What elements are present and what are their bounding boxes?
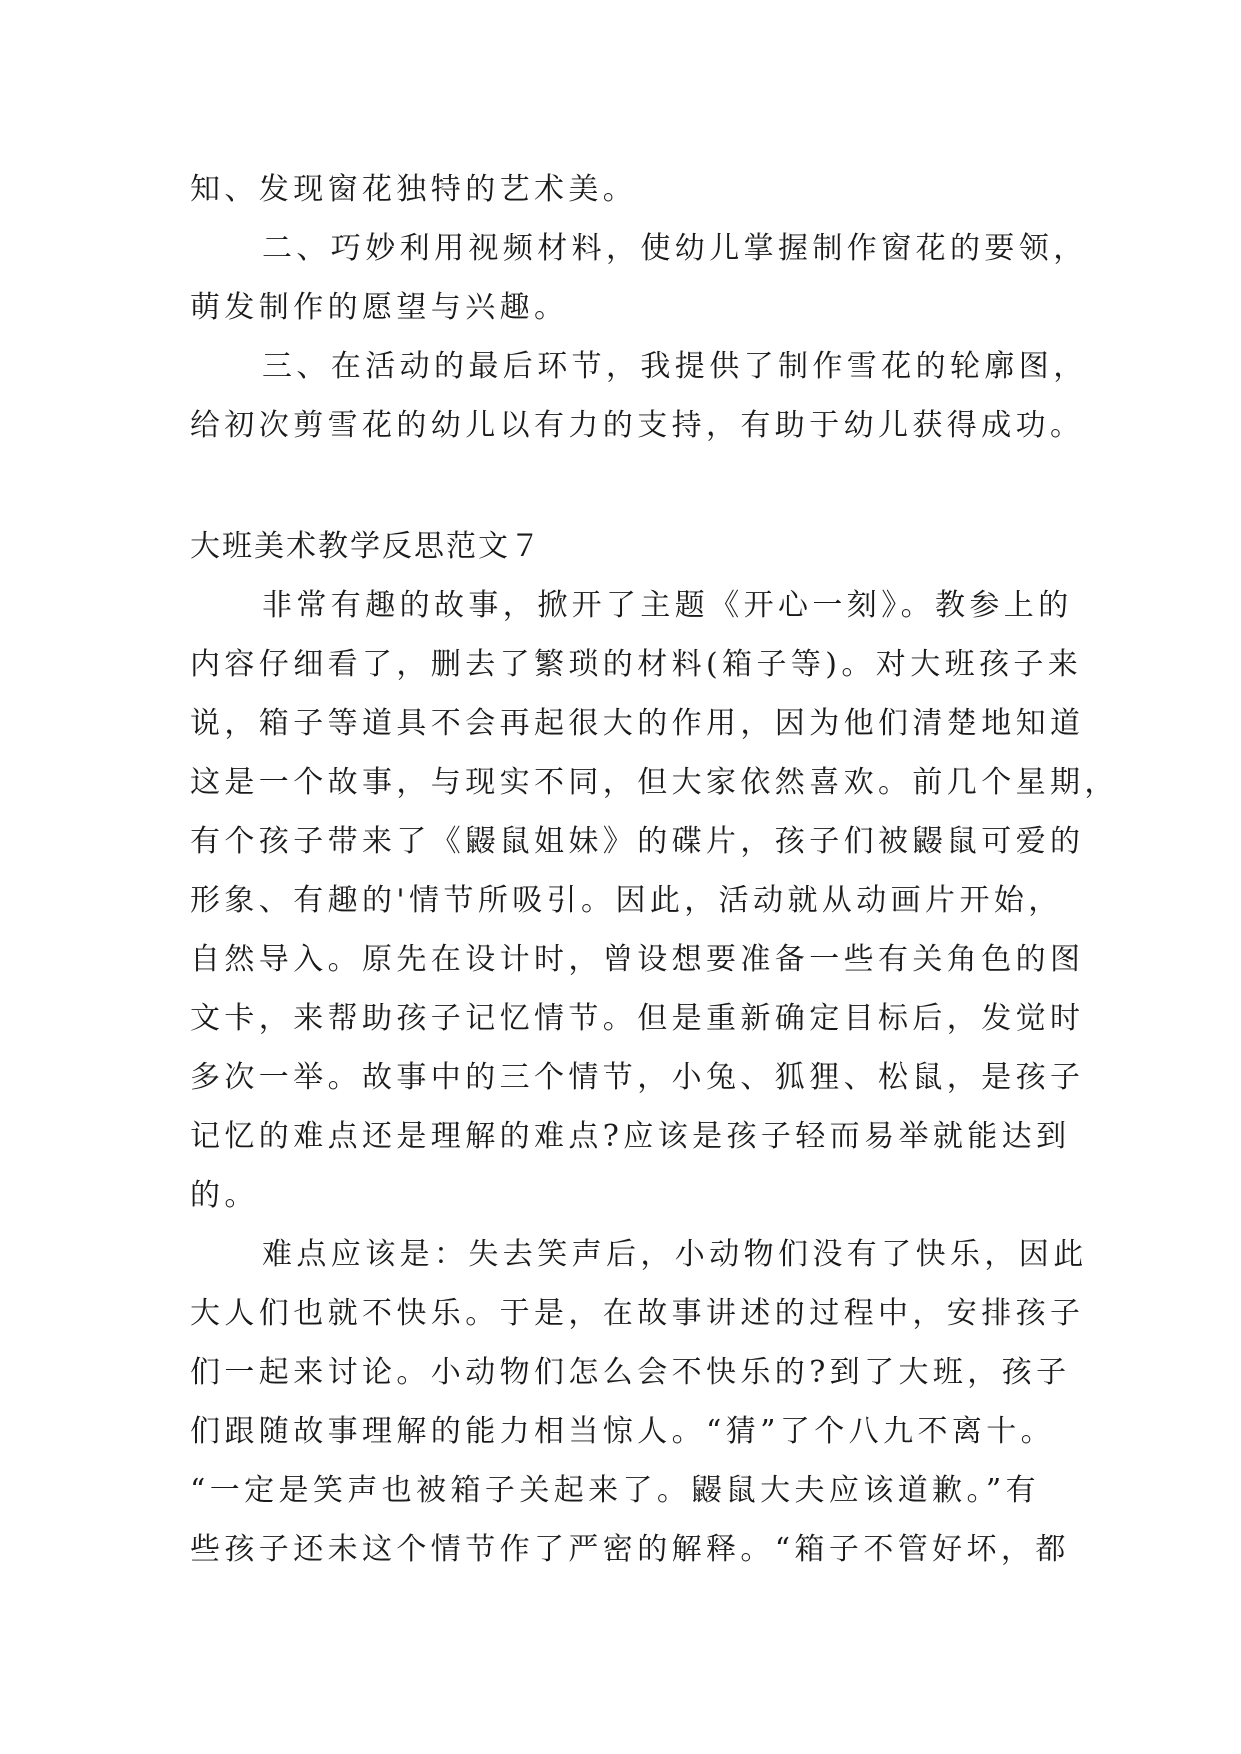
text-line: 内容仔细看了，删去了繁琐的材料(箱子等)。对大班孩子来 [190, 647, 1083, 682]
text-line: 文卡，来帮助孩子记忆情节。但是重新确定目标后，发觉时 [190, 1001, 1085, 1036]
text-line: 三、在活动的最后环节，我提供了制作雪花的轮廓图， [262, 349, 1088, 384]
text-line: “一定是笑声也被箱子关起来了。鼹鼠大夫应该道歉。”有 [190, 1473, 1041, 1508]
text-line: 非常有趣的故事，掀开了主题《开心一刻》。教参上的 [262, 588, 1073, 623]
text-line: 说，箱子等道具不会再起很大的作用，因为他们清楚地知道 [190, 706, 1085, 741]
text-line: 们跟随故事理解的能力相当惊人。“猜”了个八九不离十。 [190, 1414, 1056, 1449]
text-line: 二、巧妙利用视频材料，使幼儿掌握制作窗花的要领， [262, 231, 1088, 266]
text-line: 些孩子还未这个情节作了严密的解释。“箱子不管好坏，都 [190, 1532, 1070, 1567]
text-line: 知、发现窗花独特的艺术美。 [190, 172, 638, 207]
text-line: 的。 [190, 1178, 259, 1213]
text-line: 大人们也就不快乐。于是，在故事讲述的过程中，安排孩子 [190, 1296, 1085, 1331]
text-line: 自然导入。原先在设计时，曾设想要准备一些有关角色的图 [190, 942, 1085, 977]
document-body [190, 160, 1119, 1579]
section-title: 大班美术教学反思范文７ [190, 529, 542, 564]
text-line: 萌发制作的愿望与兴趣。 [190, 290, 569, 325]
text-line: 形象、有趣的'情节所吸引。因此，活动就从动画片开始， [190, 883, 1063, 918]
text-line: 们一起来讨论。小动物们怎么会不快乐的?到了大班，孩子 [190, 1355, 1071, 1390]
text-line: 难点应该是：失去笑声后，小动物们没有了快乐，因此 [262, 1237, 1088, 1272]
section-spacer [190, 455, 1050, 517]
text-line: 多次一举。故事中的三个情节，小兔、狐狸、松鼠，是孩子 [190, 1060, 1085, 1095]
text-line: 这是一个故事，与现实不同，但大家依然喜欢。前几个星期， [190, 765, 1119, 800]
text-line: 有个孩子带来了《鼹鼠姐妹》的碟片，孩子们被鼹鼠可爱的 [190, 824, 1085, 859]
text-line: 记忆的难点还是理解的难点?应该是孩子轻而易举就能达到 [190, 1119, 1071, 1154]
text-line: 给初次剪雪花的幼儿以有力的支持，有助于幼儿获得成功。 [190, 408, 1085, 443]
